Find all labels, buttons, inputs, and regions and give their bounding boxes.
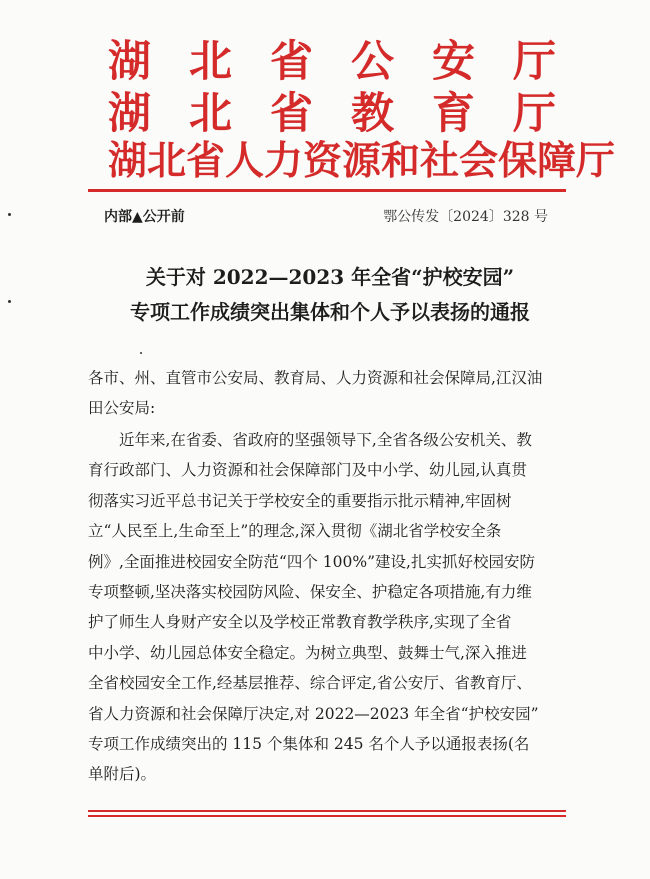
paragraph-line: 近年来,在省委、省政府的坚强领导下,全省各级公安机关、教	[119, 431, 532, 449]
letterhead-char: 省	[270, 89, 313, 139]
letterhead-line-2	[108, 90, 556, 138]
paragraph-line: 彻落实习近平总书记关于学校安全的重要指示批示精神,牢固树	[88, 491, 512, 510]
salutation-line: 田公安局:	[88, 399, 156, 418]
paragraph-line: 专项工作成绩突出的 115 个集体和 245 名个人予以通报表扬(名	[88, 734, 530, 753]
letterhead-char: 公	[351, 37, 394, 87]
letterhead-char: 育	[432, 89, 475, 139]
document-title-line-2: 专项工作成绩突出集体和个人予以表扬的通报	[130, 300, 530, 324]
letterhead-line-3: 湖北省人力资源和社会保障厅	[108, 138, 616, 184]
scan-speck	[8, 213, 11, 216]
footer-divider-bottom	[88, 815, 566, 817]
paragraph-line: 中小学、幼儿园总体安全稳定。为树立典型、鼓舞士气,深入推进	[88, 643, 527, 662]
classification-label: 内部▲公开前	[104, 209, 185, 225]
letterhead-char: 教	[351, 89, 394, 139]
letterhead-divider	[88, 189, 566, 192]
letterhead-char: 厅	[513, 37, 556, 87]
document-title-line-1: 关于对 2022—2023 年全省“护校安园”	[145, 265, 515, 289]
letterhead-char: 厅	[513, 89, 556, 139]
body-paragraph	[88, 425, 568, 790]
scan-speck	[140, 352, 142, 354]
letterhead-char: 湖	[108, 37, 151, 87]
document-number: 鄂公传发〔2024〕328 号	[383, 209, 548, 225]
letterhead-char: 安	[432, 37, 475, 87]
paragraph-line: 立“人民至上,生命至上”的理念,深入贯彻《湖北省学校安全条	[88, 522, 502, 541]
letterhead-char: 北	[189, 89, 232, 139]
salutation-line: 各市、州、直管市公安局、教育局、人力资源和社会保障局,江汉油	[88, 369, 543, 387]
salutation	[88, 363, 568, 424]
letterhead-char: 湖	[108, 89, 151, 139]
paragraph-line: 专项整顿,坚决落实校园防风险、保安全、护稳定各项措施,有力维	[88, 582, 532, 601]
paragraph-line: 单附后)。	[88, 765, 157, 784]
paragraph-line: 育行政部门、人力资源和社会保障部门及中小学、幼儿园,认真贯	[88, 461, 527, 480]
letterhead-char: 省	[270, 37, 313, 87]
letterhead-char: 北	[189, 37, 232, 87]
footer-divider-top	[88, 810, 566, 812]
paragraph-line: 例》,全面推进校园安全防范“四个 100%”建设,扎实抓好校园安防	[88, 552, 535, 571]
letterhead-line-1	[108, 38, 556, 86]
paragraph-line: 省人力资源和社会保障厅决定,对 2022—2023 年全省“护校安园”	[88, 704, 539, 723]
paragraph-line: 全省校园安全工作,经基层推荐、综合评定,省公安厅、省教育厅、	[88, 674, 532, 693]
paragraph-line: 护了师生人身财产安全以及学校正常教育教学秩序,实现了全省	[88, 613, 512, 632]
scan-speck	[8, 300, 11, 303]
